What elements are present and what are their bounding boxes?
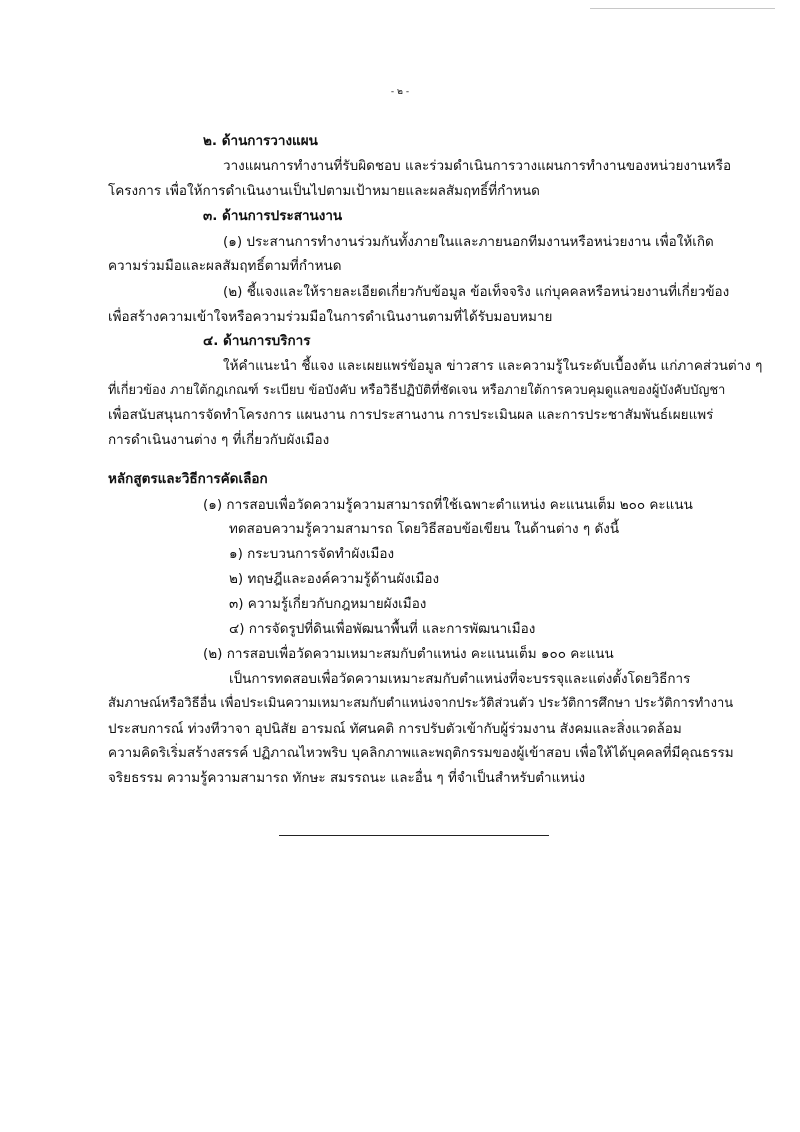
criteria-item-intro: ทดสอบความรู้ความสามารถ โดยวิธีสอบข้อเขียน ในด้านต่าง ๆ ดังนี้ [229,521,620,537]
section-text: โครงการ เพื่อให้การดำเนินงานเป็นไปตามเป้าหมายและผลสัมฤทธิ์ที่กำหนด [108,183,540,199]
section-text: ความร่วมมือและผลสัมฤทธิ์ตามที่กำหนด [108,258,342,274]
criteria-subitem: ๑) กระบวนการจัดทำผังเมือง [229,546,395,562]
section-text: การดำเนินงานต่าง ๆ ที่เกี่ยวกับผังเมือง [108,432,330,448]
criteria-text: สัมภาษณ์หรือวิธีอื่น เพื่อประเมินความเหมาะสมกับตำแหน่งจากประวัติส่วนตัว ประวัติการศึกษา ประวัติการทำงาน [108,696,734,711]
criteria-subitem: ๓) ความรู้เกี่ยวกับกฎหมายผังเมือง [229,596,427,612]
section-text: เพื่อสร้างความเข้าใจหรือความร่วมมือในการดำเนินงานตามที่ได้รับมอบหมาย [108,309,553,325]
criteria-text: จริยธรรม ความรู้ความสามารถ ทักษะ สมรรถนะ และอื่น ๆ ที่จำเป็นสำหรับตำแหน่ง [108,770,586,786]
end-divider-line [279,835,549,836]
section-text: ให้คำแนะนำ ชี้แจง และเผยแพร่ข้อมูล ข่าวสาร และความรู้ในระดับเบื้องต้น แก่ภาคส่วนต่าง ๆ [223,358,763,374]
section-heading-planning: ๒. ด้านการวางแผน [203,133,318,149]
page-number: - ๒ - [390,87,410,97]
section-heading-coordination: ๓. ด้านการประสานงาน [203,208,343,224]
criteria-item: (๑) การสอบเพื่อวัดความรู้ความสามารถที่ใช้เฉพาะตำแหน่ง คะแนนเต็ม ๒๐๐ คะแนน [203,497,693,513]
section-text: วางแผนการทำงานที่รับผิดชอบ และร่วมดำเนินการวางแผนการทำงานของหน่วยงานหรือ [223,158,732,174]
section-text: (๑) ประสานการทำงานร่วมกันทั้งภายในและภายนอกทีมงานหรือหน่วยงาน เพื่อให้เกิด [223,234,714,250]
criteria-item: (๒) การสอบเพื่อวัดความเหมาะสมกับตำแหน่ง คะแนนเต็ม ๑๐๐ คะแนน [203,646,614,662]
criteria-subitem: ๒) ทฤษฎีและองค์ความรู้ด้านผังเมือง [229,571,440,587]
top-border-line [590,8,775,9]
criteria-text: ประสบการณ์ ท่วงทีวาจา อุปนิสัย อารมณ์ ทัศนคติ การปรับตัวเข้ากับผู้ร่วมงาน สังคมและสิ่งแวดล้อม [108,721,682,737]
section-text: (๒) ชี้แจงและให้รายละเอียดเกี่ยวกับข้อมูล ข้อเท็จจริง แก่บุคคลหรือหน่วยงานที่เกี่ยวข้อง [223,284,730,300]
criteria-heading: หลักสูตรและวิธีการคัดเลือก [108,471,268,487]
criteria-text: ความคิดริเริ่มสร้างสรรค์ ปฏิภาณไหวพริบ บุคลิกภาพและพฤติกรรมของผู้เข้าสอบ เพื่อให้ได้บุคคลที่มีคุณธรรม [108,745,734,761]
criteria-subitem: ๔) การจัดรูปที่ดินเพื่อพัฒนาพื้นที่ และการพัฒนาเมือง [229,621,536,637]
section-text: ที่เกี่ยวข้อง ภายใต้กฎเกณฑ์ ระเบียบ ข้อบังคับ หรือวิธีปฏิบัติที่ชัดเจน หรือภายใต้การควบคุมดูแลของผู้บังคับบัญชา [108,383,726,398]
criteria-text: เป็นการทดสอบเพื่อวัดความเหมาะสมกับตำแหน่งที่จะบรรจุและแต่งตั้งโดยวิธีการ [229,671,691,687]
section-text: เพื่อสนับสนุนการจัดทำโครงการ แผนงาน การประสานงาน การประเมินผล และการประชาสัมพันธ์เผยแพร่ [108,407,714,423]
section-heading-service: ๔. ด้านการบริการ [203,333,311,349]
